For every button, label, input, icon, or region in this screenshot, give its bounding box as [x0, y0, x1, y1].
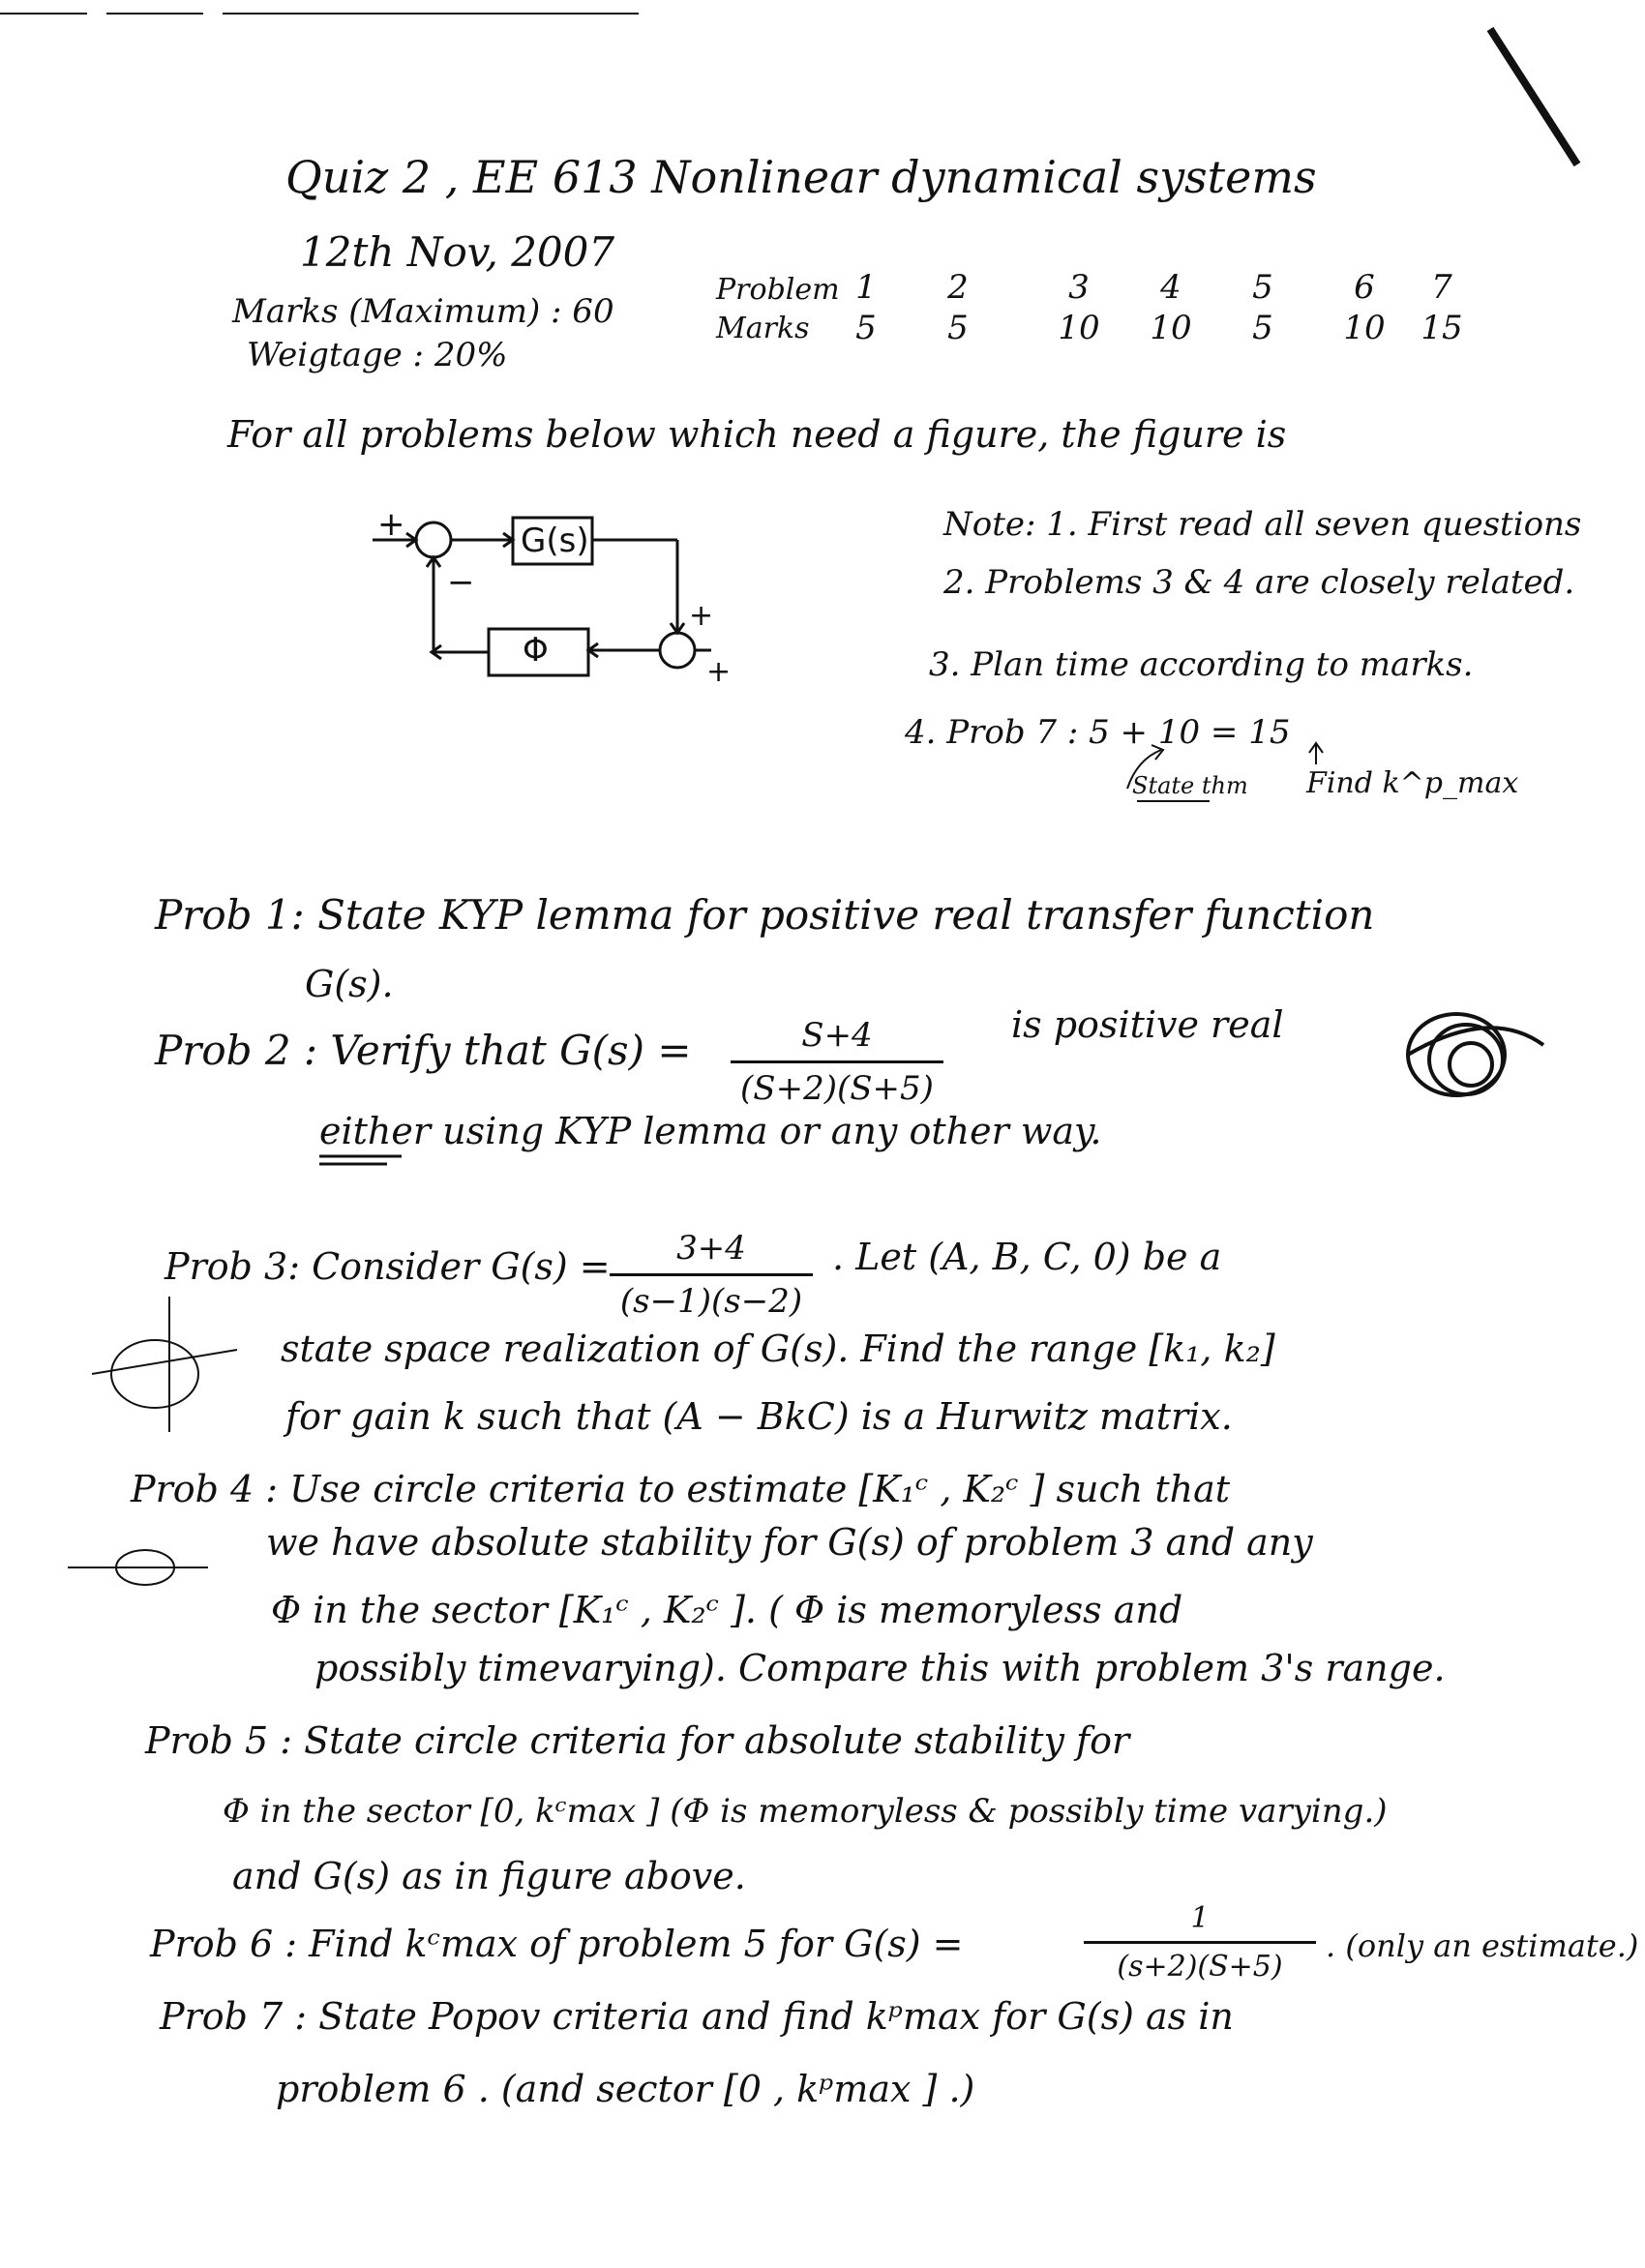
problem-number: 3 — [1068, 268, 1090, 307]
prob-1-statement-cont: G(s). — [305, 963, 394, 1005]
prob-4-statement-cont: we have absolute stability for G(s) of problem 3 and any — [266, 1521, 1313, 1564]
sum-plus-sign: + — [706, 655, 732, 689]
prob-3-statement-cont: for gain k such that (A − BkC) is a Hurwitz matrix. — [285, 1395, 1233, 1438]
sum-minus-sign: − — [447, 563, 475, 602]
problem-marks: 5 — [1252, 309, 1273, 347]
page-title: Quiz 2 , EE 613 Nonlinear dynamical systems — [285, 151, 1317, 203]
prob-7-statement-cont: problem 6 . (and sector [0 , kᵖmax ] .) — [276, 2068, 975, 2110]
problem-marks: 10 — [1058, 309, 1100, 347]
prob-3-tail: . Let (A, B, C, 0) be a — [832, 1236, 1222, 1278]
summing-junction-top — [416, 522, 451, 557]
prob-6-label: Prob 6 : Find kᶜmax of problem 5 for G(s) = — [150, 1923, 964, 1965]
prob-5-statement-cont: Φ in the sector [0, kᶜmax ] (Φ is memoryless & possibly time varying.) — [223, 1792, 1388, 1831]
note-4: 4. Prob 7 : 5 + 10 = 15 — [905, 713, 1291, 752]
prob-6-tail: . (only an estimate.) — [1326, 1927, 1639, 1964]
marks-table-problem-label: Problem — [716, 273, 840, 307]
prob-5-statement: Prob 5 : State circle criteria for absolute stability for — [145, 1719, 1130, 1762]
prob-2-tail: is positive real — [1011, 1003, 1284, 1046]
doodle-circles — [1408, 1014, 1543, 1095]
prob-6-numerator: 1 — [1190, 1901, 1210, 1935]
problem-number: 5 — [1252, 268, 1273, 307]
problem-number: 7 — [1431, 268, 1452, 307]
quiz-date: 12th Nov, 2007 — [300, 228, 615, 276]
note-2: 2. Problems 3 & 4 are closely related. — [943, 563, 1575, 602]
phi-block-label: Φ — [523, 631, 549, 670]
problem-marks: 5 — [947, 309, 969, 347]
prob-7-statement: Prob 7 : State Popov criteria and find kᵖmax for G(s) as in — [160, 1995, 1234, 2038]
prob-2-transfer-function — [731, 1016, 943, 1108]
prob-2-statement-cont: either using KYP lemma or any other way. — [319, 1110, 1102, 1152]
sum-plus-sign: + — [377, 505, 405, 544]
problem-marks: 15 — [1421, 309, 1463, 347]
g-block-label: G(s) — [521, 522, 589, 560]
summing-junction-bottom — [660, 633, 695, 668]
problem-number: 1 — [855, 268, 877, 307]
problem-number: 4 — [1160, 268, 1181, 307]
marks-table-marks-label: Marks — [716, 312, 810, 345]
intro-text: For all problems below which need a figure, the figure is — [227, 413, 1287, 456]
marks-maximum: Marks (Maximum) : 60 — [232, 292, 614, 331]
prob-3-numerator: 3+4 — [676, 1229, 746, 1268]
prob-4-statement-cont: Φ in the sector [K₁ᶜ , K₂ᶜ ]. ( Φ is memoryless and — [271, 1589, 1183, 1631]
note-4-state-thm: State thm — [1132, 772, 1248, 799]
note-1: Note: 1. First read all seven questions — [943, 505, 1582, 544]
prob-3-statement-cont: state space realization of G(s). Find the range [k₁, k₂] — [281, 1328, 1275, 1370]
prob-4-statement-cont: possibly timevarying). Compare this with problem 3's range. — [314, 1647, 1446, 1689]
problem-marks: 10 — [1343, 309, 1386, 347]
prob-3-transfer-function — [610, 1229, 813, 1321]
prob-2-numerator: S+4 — [801, 1016, 873, 1055]
weightage: Weigtage : 20% — [247, 336, 508, 374]
prob-5-statement-cont: and G(s) as in figure above. — [232, 1855, 746, 1897]
prob-2-denominator: (S+2)(S+5) — [740, 1069, 934, 1108]
problem-marks: 10 — [1150, 309, 1192, 347]
prob-6-denominator: (s+2)(S+5) — [1117, 1950, 1283, 1984]
note-4-find-k: Find k^p_max — [1306, 766, 1519, 800]
note-3: 3. Plan time according to marks. — [929, 645, 1474, 684]
problem-marks: 5 — [855, 309, 877, 347]
prob-6-transfer-function — [1084, 1901, 1316, 1984]
margin-doodle — [68, 1297, 237, 1585]
prob-1-statement: Prob 1: State KYP lemma for positive real transfer function — [155, 891, 1375, 939]
problem-number: 6 — [1354, 268, 1375, 307]
prob-4-statement: Prob 4 : Use circle criteria to estimate [K₁ᶜ , K₂ᶜ ] such that — [131, 1468, 1230, 1510]
sum-plus-sign: + — [689, 599, 714, 633]
prob-3-denominator: (s−1)(s−2) — [619, 1282, 803, 1321]
prob-2-label: Prob 2 : Verify that G(s) = — [155, 1027, 692, 1074]
problem-number: 2 — [947, 268, 969, 307]
corner-mark — [1490, 29, 1577, 164]
prob-3-label: Prob 3: Consider G(s) = — [164, 1245, 611, 1288]
